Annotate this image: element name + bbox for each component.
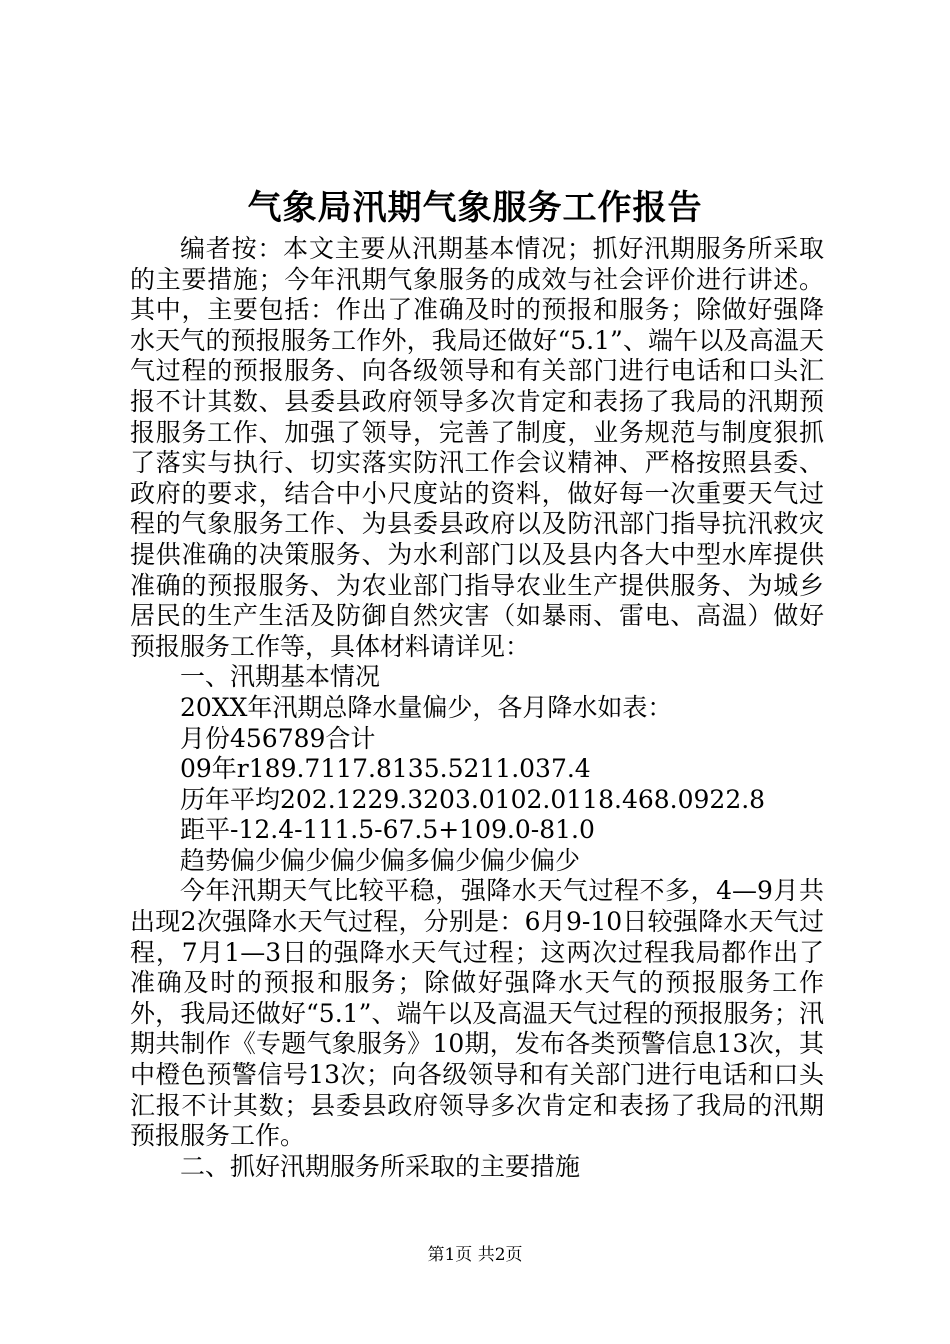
weather-summary-paragraph: 今年汛期天气比较平稳，强降水天气过程不多，4—9月共出现2次强降水天气过程，分别是：6月9-10日较强降水天气过程，7月1—3日的强降水天气过程；这两次过程我局都作出了准确及时的预报和服务；除做好强降水天气的预报服务工作外，我局还做好“5.1”、端午以及高温天气过程的预报服务；汛期共制作《专题气象服务》10期，发布各类预警信息13次，其中橙色预警信号13次；向各级领导和有关部门进行电话和口头汇报不计其数；县委县政府领导多次肯定和表扬了我局的汛期预报服务工作。 [130,876,824,1151]
document-title: 气象局汛期气象服务工作报告 [247,188,703,228]
rainfall-intro: 20XX年汛期总降水量偏少，各月降水如表： [180,692,673,722]
page-footer: 第1页 共2页 [427,1245,523,1265]
editor-note-paragraph: 编者按：本文主要从汛期基本情况；抓好汛期服务所采取的主要措施；今年汛期气象服务的成效与社会评价进行讲述。其中，主要包括：作出了准确及时的预报和服务；除做好强降水天气的预报服务工作外，我局还做好“5.1”、端午以及高温天气过程的预报服务、向各级领导和有关部门进行电话和口头汇报不计其数、县委县政府领导多次肯定和表扬了我局的汛期预报服务工作、加强了领导，完善了制度，业务规范与制度狠抓了落实与执行、切实落实防汛工作会议精神、严格按照县委、政府的要求，结合中小尺度站的资料，做好每一次重要天气过程的气象服务工作、为县委县政府以及防汛部门指导抗汛救灾提供准确的决策服务、为水利部门以及县内各大中型水库提供准确的预报服务、为农业部门指导农业生产提供服务、为城乡居民的生产生活及防御自然灾害（如暴雨、雷电、高温）做好预报服务工作等，具体材料请详见： [130,234,824,661]
document-body [130,234,824,1182]
table-row-months: 月份456789合计 [180,723,376,753]
table-row-trend: 趋势偏少偏少偏少偏多偏少偏少偏少 [180,845,581,875]
section-heading-1: 一、汛期基本情况 [180,662,381,692]
table-row-2009: 09年r189.7117.8135.5211.037.4 [180,754,591,784]
table-row-anomaly: 距平-12.4-111.5-67.5+109.0-81.0 [180,815,595,845]
table-row-average: 历年平均202.1229.3203.0102.0118.468.0922.8 [180,784,766,814]
section-heading-2: 二、抓好汛期服务所采取的主要措施 [180,1151,581,1181]
